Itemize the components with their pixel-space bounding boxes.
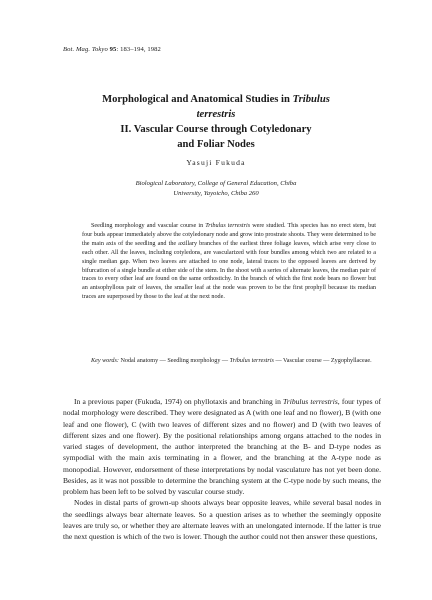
body-paragraph-1: In a previous paper (Fukuda, 1974) on phyllotaxis and branching in Tribulus terrestris, four types of nodal morphology were described. They were designated as A (with one leaf and no flower), B (with one leaf and one flower), C (with two leaves of different sizes and no flower) and D (with two leaves of different sizes and one flower). By the positional relationships among organs attached to the nodes in varied stages of development, the author interpreted the branching at the B- and D-type nodes as sympodial with the main axis terminating in a flower, and the branching at the A-type node as monopodial. However, endorsement of these interpretations by nodal vasculature has not yet been done. Besides, as it was not possible to determine the branching system at the C-type node by such means, the problem has been left to be solved by vascular course study. [63, 397, 381, 496]
author-name: Yasuji Fukuda [186, 158, 246, 167]
title-line-1: Morphological and Anatomical Studies in Tribulus [102, 94, 330, 105]
affiliation-line-1: Biological Laboratory, College of General Education, Chiba [135, 180, 297, 187]
abstract: Seedling morphology and vascular course in Tribulus terrestris were studied. This species has no erect stem, but four buds appear immediately above the cotyledonary node and grow into prostrate shoots. They were determined to be the main axis of the seedling and the axillary branches of the earliest three foliage leaves, which arise very close to each other. All the leaves, including cotyledons, are vascularized with four bundles among which two are related to a single median gap. When two leaves are attached to one node, lateral traces to the opposed leaves are derived by bifurcation of a single bundle at either side of the stem. In the shoot with a series of alternate leaves, the median pair of traces to every other leaf are found on the same orthostichy. In the branch of which the first node bears no flower but an anisophyllous pair of leaves, the smaller leaf at the node was proven to be the first prophyll because its median traces are superposed by those to the leaf at the next node. [82, 223, 376, 301]
title-line-2: II. Vascular Course through Cotyledonary [120, 124, 312, 135]
journal-volume: 95 [109, 46, 117, 53]
keywords: Key words: Nodal anatomy — Seedling morphology — Tribulus terrestris — Vascular course — Zygophyllaceae. [91, 358, 372, 364]
keywords-species: Tribulus terrestris [229, 358, 274, 364]
title-line-3: and Foliar Nodes [177, 139, 255, 150]
title-species: terrestris [196, 109, 236, 120]
abstract-species: Tribulus terrestris [205, 223, 251, 229]
journal-pages-year: : 183–194, 1982 [116, 46, 161, 53]
author-affiliation [40, 179, 392, 198]
journal-reference [63, 46, 161, 53]
body-text [63, 396, 381, 542]
keywords-label: Key words: [91, 358, 119, 364]
affiliation-line-2: University, Yayoicho, Chiba 260 [173, 189, 259, 197]
title-genus: Tribulus [292, 94, 330, 105]
body-species: Tribulus terrestris [283, 397, 338, 406]
body-paragraph-2: Nodes in distal parts of grown-up shoots always bear opposite leaves, while several basal nodes in the seedlings always bear alternate leaves. So a question arises as to whether the seemingly opposite leaves are truly so, or whether they are alternate leaves with an unelongated internode. If the latter is true the next question is which of the two is lower. Though the author could not then answer these questions, [63, 498, 381, 541]
paper-title [40, 92, 392, 152]
journal-name: Bot. Mag. Tokyo [63, 46, 108, 53]
